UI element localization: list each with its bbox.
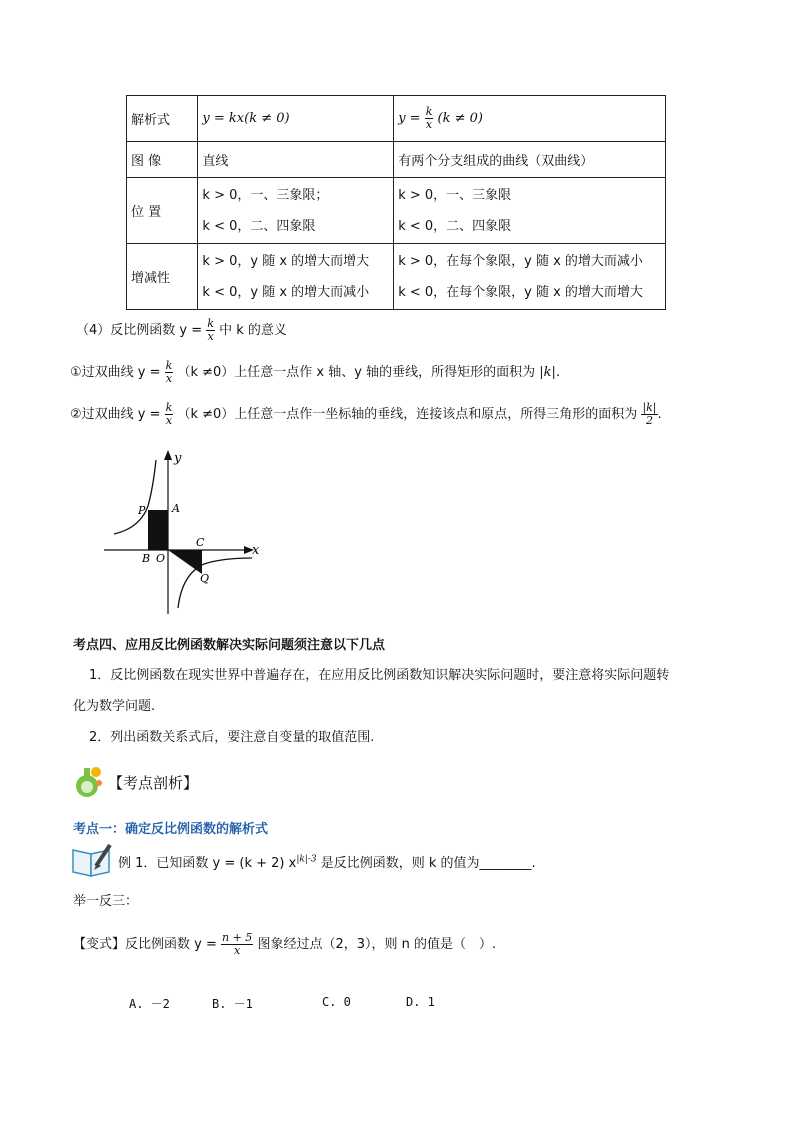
followup-label: 举一反三： — [73, 894, 139, 909]
y-axis-arrow — [164, 450, 172, 460]
hyperbola-figure — [100, 448, 280, 620]
rectangle-area — [148, 510, 168, 550]
fraction — [221, 932, 253, 957]
inverse-formula — [394, 96, 666, 142]
book-pen-icon — [70, 842, 116, 878]
fraction — [425, 106, 434, 131]
linear-formula: y = kx(k ≠ 0) — [198, 96, 394, 142]
label-b: B — [142, 552, 151, 565]
analysis-header: 【考点剖析】 — [108, 774, 199, 792]
inverse-monotonic — [394, 244, 666, 310]
text: （k ≠0）上任意一点作一坐标轴的垂线，连接该点和原点，所得三角形的面积为 — [177, 407, 638, 422]
cell-line: k > 0，一、三象限 — [398, 187, 512, 203]
cell-line: k < 0，y 随 x 的增大而减小 — [202, 284, 370, 300]
text: 是反比例函数，则 k 的值为________. — [320, 856, 536, 871]
meaning-item-1: ①过双曲线 y = $\frac{k}{x}$ （k ≠0）上任意一点作 x 轴、y 轴的垂线，所得矩形的面积为 |k|. — [70, 359, 560, 385]
fraction — [165, 402, 174, 427]
cell-line: k < 0，在每个象限，y 随 x 的增大而增大 — [398, 284, 643, 300]
text: 中 k 的意义 — [219, 323, 287, 338]
hyperbola-branch-lower — [178, 558, 252, 608]
paragraph: 1．反比例函数在现实世界中普遍存在，在应用反比例函数知识解决实际问题时，要注意将实际问题转 — [89, 668, 670, 683]
label-y: y — [174, 451, 182, 466]
point-title: 考点一：确定反比例函数的解析式 — [73, 822, 269, 837]
text: （4）反比例函数 y = — [76, 323, 203, 338]
text: ②过双曲线 y = — [70, 407, 161, 422]
inverse-position — [394, 178, 666, 244]
fraction — [165, 360, 174, 385]
formula-suffix: (k ≠ 0) — [437, 111, 483, 126]
fraction-den: x — [425, 118, 433, 131]
cell-line: k < 0，二、四象限 — [202, 218, 316, 234]
option-b[interactable]: B. －1 — [212, 997, 253, 1011]
table-row — [127, 96, 666, 142]
inverse-graph: 有两个分支组成的曲线（双曲线） — [394, 142, 666, 178]
option-a[interactable]: A. －2 — [129, 997, 170, 1011]
paragraph: 化为数学问题. — [73, 699, 156, 714]
fraction-num: k — [207, 317, 214, 330]
table-row — [127, 142, 666, 178]
fraction-num: k — [425, 105, 433, 118]
row-label: 解析式 — [127, 96, 198, 142]
variant-question — [73, 932, 496, 957]
section-title: 考点四、应用反比例函数解决实际问题须注意以下几点 — [73, 638, 386, 653]
label-p: P — [138, 504, 146, 517]
fraction-den: 2 — [645, 414, 653, 427]
exponent: |k|-3 — [296, 854, 317, 865]
fraction-num: |k| — [642, 401, 657, 414]
row-label: 图 像 — [127, 142, 198, 178]
cell-line: k < 0，二、四象限 — [398, 218, 512, 234]
example-1 — [118, 852, 536, 871]
linear-position — [198, 178, 394, 244]
meaning-heading — [76, 318, 287, 343]
linear-monotonic — [198, 244, 394, 310]
properties-table — [126, 95, 666, 310]
fraction-den: x — [165, 414, 173, 427]
label-a: A — [172, 502, 180, 515]
fraction-num: k — [165, 359, 173, 372]
row-label: 位 置 — [127, 178, 198, 244]
cell-line: k > 0，y 随 x 的增大而增大 — [202, 253, 370, 269]
fraction-den: x — [207, 330, 214, 343]
fraction-num: k — [165, 401, 173, 414]
option-d[interactable]: D. 1 — [406, 995, 435, 1009]
label-x: x — [252, 543, 260, 558]
fraction-den: x — [234, 944, 241, 957]
linear-graph: 直线 — [198, 142, 394, 178]
text: （k ≠0）上任意一点作 x 轴、y 轴的垂线，所得矩形的面积为 — [177, 365, 536, 380]
table-row — [127, 178, 666, 244]
triangle-area — [168, 550, 202, 574]
abs-k: |k| — [539, 365, 556, 380]
text: 【变式】反比例函数 y = — [73, 937, 217, 952]
fraction-num: n + 5 — [222, 931, 253, 944]
option-c[interactable]: C. 0 — [322, 995, 351, 1009]
fraction — [641, 402, 657, 427]
text: 例 1．已知函数 y = (k + 2) x — [118, 856, 297, 871]
cell-line: k > 0，一、三象限； — [202, 187, 329, 203]
text: 图象经过点（2，3），则 n 的值是（ ）. — [257, 937, 497, 952]
meaning-item-2: ②过双曲线 y = $\frac{k}{x}$ （k ≠0）上任意一点作一坐标轴的垂线，连接该点和原点，所得三角形的面积为 $\frac{|k|}{2}$ . — [70, 401, 662, 427]
table-row — [127, 244, 666, 310]
fraction — [206, 318, 215, 343]
flask-icon — [72, 764, 106, 798]
label-o: O — [156, 552, 166, 565]
paragraph: 2．列出函数关系式后，要注意自变量的取值范围. — [89, 730, 375, 745]
fraction-den: x — [165, 372, 173, 385]
formula-prefix: y = — [398, 111, 421, 126]
label-q: Q — [200, 572, 210, 585]
row-label: 增减性 — [127, 244, 198, 310]
text: ①过双曲线 y = — [70, 365, 161, 380]
cell-line: k > 0，在每个象限，y 随 x 的增大而减小 — [398, 253, 643, 269]
label-c: C — [196, 536, 205, 549]
